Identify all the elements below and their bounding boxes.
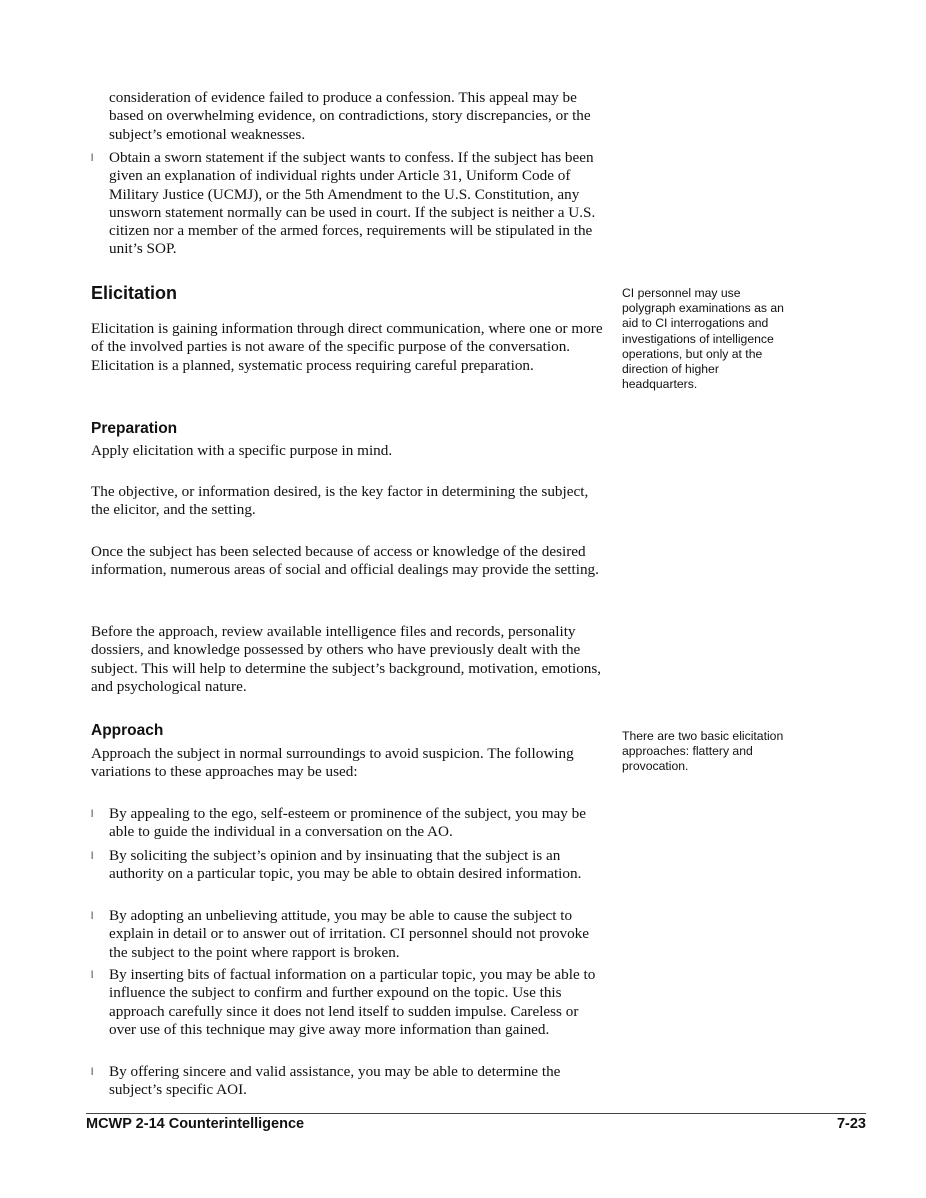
continuation-paragraph: consideration of evidence failed to produce a confession. This appeal may be based on overwhelming evidence, on contradictions, story discrepancies, or the subject’s emotional weaknesses.: [109, 89, 591, 143]
bullet-icon: l: [91, 911, 94, 922]
approach-intro: Approach the subject in normal surroundings to avoid suspicion. The following variations to these approaches may be used:: [91, 745, 574, 781]
preparation-paragraph-1: Apply elicitation with a specific purpose in mind.: [91, 442, 393, 459]
bullet-icon: l: [91, 970, 94, 981]
preparation-paragraph-2: The objective, or information desired, is the key factor in determining the subject, the elicitor, and the setting.: [91, 483, 589, 519]
page-number: 7-23: [836, 1116, 866, 1132]
subheading-approach: Approach: [91, 722, 164, 739]
preparation-paragraph-3: Once the subject has been selected because of access or knowledge of the desired information, numerous areas of social and official dealings may provide the setting.: [91, 543, 599, 579]
preparation-paragraph-4: Before the approach, review available intelligence files and records, personality dossiers, and knowledge possessed by others who have previously dealt with the subject. This will help to determine the subject’s background, motivation, emotions, and psychological nature.: [91, 623, 602, 695]
bullet-icon: l: [91, 1067, 94, 1078]
subheading-preparation: Preparation: [91, 420, 178, 437]
list-item-text: By offering sincere and valid assistance, you may be able to determine the subject’s specific AOI.: [109, 1063, 561, 1099]
list-item-sworn-statement: [91, 149, 606, 259]
list-item-text: By inserting bits of factual information on a particular topic, you may be able to influence the subject to confirm and further expound on the topic. Use this approach carefully since it does not lend itself to sudden impulse. Careless or over use of this technique may give away more information than gained.: [109, 966, 596, 1038]
list-item-text: By soliciting the subject’s opinion and by insinuating that the subject is an authority on a particular topic, you may be able to obtain desired information.: [109, 847, 582, 883]
list-item-factual-information: [91, 966, 606, 1039]
footer-divider: [86, 1113, 866, 1114]
section-heading-elicitation: Elicitation: [91, 283, 178, 303]
bullet-icon: l: [91, 851, 94, 862]
list-item-text: By adopting an unbelieving attitude, you may be able to cause the subject to explain in detail or to answer out of irritation. CI personnel should not provoke the subject to the point where rapport is broken.: [109, 907, 589, 961]
list-item-opinion: [91, 847, 606, 884]
sidenote-approaches: There are two basic elicitation approaches: flattery and provocation.: [622, 729, 784, 774]
list-item-assistance: [91, 1063, 606, 1100]
sidenote-polygraph: CI personnel may use polygraph examinations as an aid to CI interrogations and investigations of intelligence operations, but only at the direction of higher headquarters.: [622, 286, 784, 392]
bullet-icon: l: [91, 153, 94, 164]
bullet-icon: l: [91, 809, 94, 820]
footer-title: MCWP 2-14 Counterintelligence: [86, 1116, 305, 1132]
list-item-text: Obtain a sworn statement if the subject wants to confess. If the subject has been given an explanation of individual rights under Article 31, Uniform Code of Military Justice (UCMJ), or the 5th Amendment to the U.S. Constitution, any unsworn statement normally can be used in court. If the subject is neither a U.S. citizen nor a member of the armed forces, requirements will be stipulated in the unit’s SOP.: [109, 149, 596, 258]
list-item-ego: [91, 805, 606, 842]
list-item-unbelieving: [91, 907, 606, 962]
list-item-text: By appealing to the ego, self-esteem or prominence of the subject, you may be able to guide the individual in a conversation on the AO.: [109, 805, 586, 841]
elicitation-paragraph: Elicitation is gaining information through direct communication, where one or more of the involved parties is not aware of the specific purpose of the conversation. Elicitation is a planned, systematic process requiring careful preparation.: [91, 320, 603, 374]
